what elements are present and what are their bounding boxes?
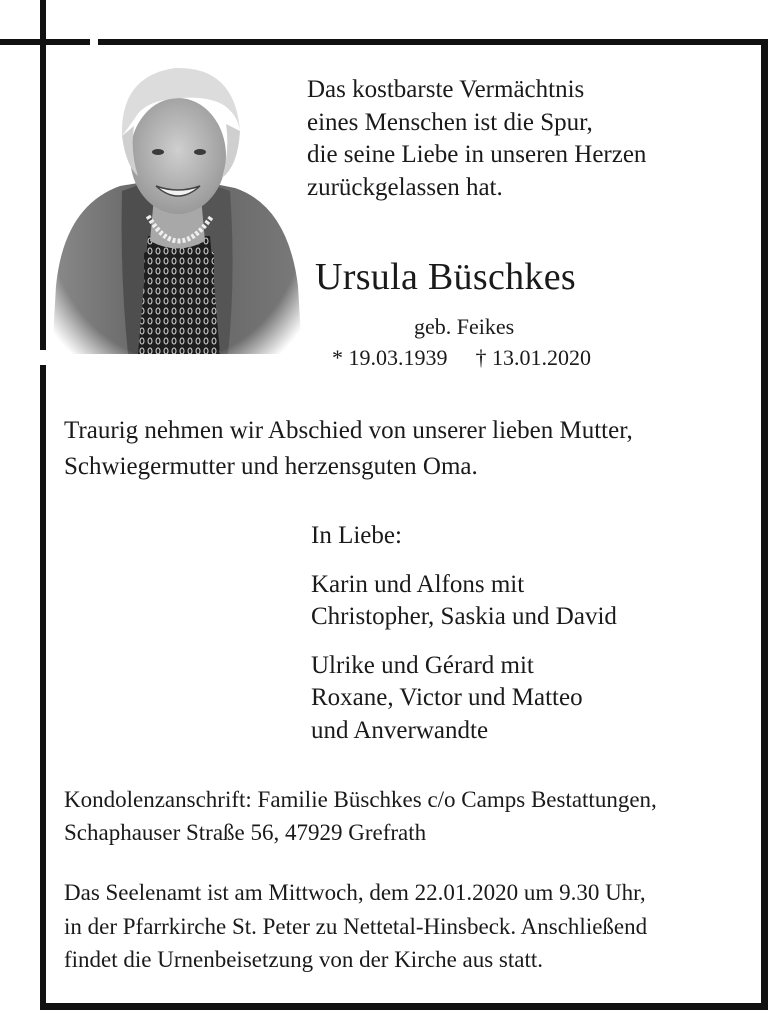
portrait-image-icon [50, 56, 302, 354]
quote-line: eines Menschen ist die Spur, [307, 108, 593, 136]
service-line: in der Pfarrkirche St. Peter zu Nettetal-Hinsbeck. Anschließend [64, 913, 648, 939]
signer-line: Roxane, Victor und Matteo [311, 684, 583, 711]
death-date: † 13.01.2020 [475, 345, 591, 370]
farewell-line: Schwiegermutter und herzensguten Oma. [64, 453, 478, 480]
border-top [98, 39, 768, 45]
mourners-list [311, 520, 617, 747]
border-right [761, 39, 768, 1010]
deceased-name: Ursula Büschkes [315, 256, 576, 298]
address-line: Schaphauser Straße 56, 47929 Grefrath [64, 820, 427, 845]
memorial-quote [307, 74, 646, 204]
service-line: Das Seelenamt ist am Mittwoch, dem 22.01.2020 um 9.30 Uhr, [64, 880, 646, 905]
signer-line: und Anverwandte [311, 716, 489, 744]
quote-line: Das kostbarste Vermächtnis [307, 76, 585, 103]
signer-line: Karin und Alfons mit [311, 570, 525, 598]
cross-vertical-bar [40, 0, 46, 350]
signers-intro: In Liebe: [311, 522, 402, 549]
birth-name: geb. Feikes [414, 314, 515, 339]
birth-date: * 19.03.1939 [332, 345, 448, 370]
border-bottom [40, 1003, 768, 1010]
portrait-photo [50, 56, 302, 354]
quote-line: zurückgelassen hat. [307, 173, 503, 201]
life-dates [332, 347, 591, 369]
condolence-address [64, 783, 657, 849]
service-info [64, 876, 647, 977]
quote-line: die seine Liebe in unseren Herzen [307, 141, 647, 168]
signer-line: Ulrike und Gérard mit [311, 651, 534, 679]
farewell-text [64, 413, 633, 485]
border-left [40, 365, 46, 1010]
signer-line: Christopher, Saskia und David [311, 603, 617, 630]
farewell-line: Traurig nehmen wir Abschied von unserer lieben Mutter, [64, 417, 633, 444]
address-line: Kondolenzanschrift: Familie Büschkes c/o Camps Bestattungen, [64, 787, 657, 812]
service-line: findet die Urnenbeisetzung von der Kirche aus statt. [64, 947, 544, 972]
